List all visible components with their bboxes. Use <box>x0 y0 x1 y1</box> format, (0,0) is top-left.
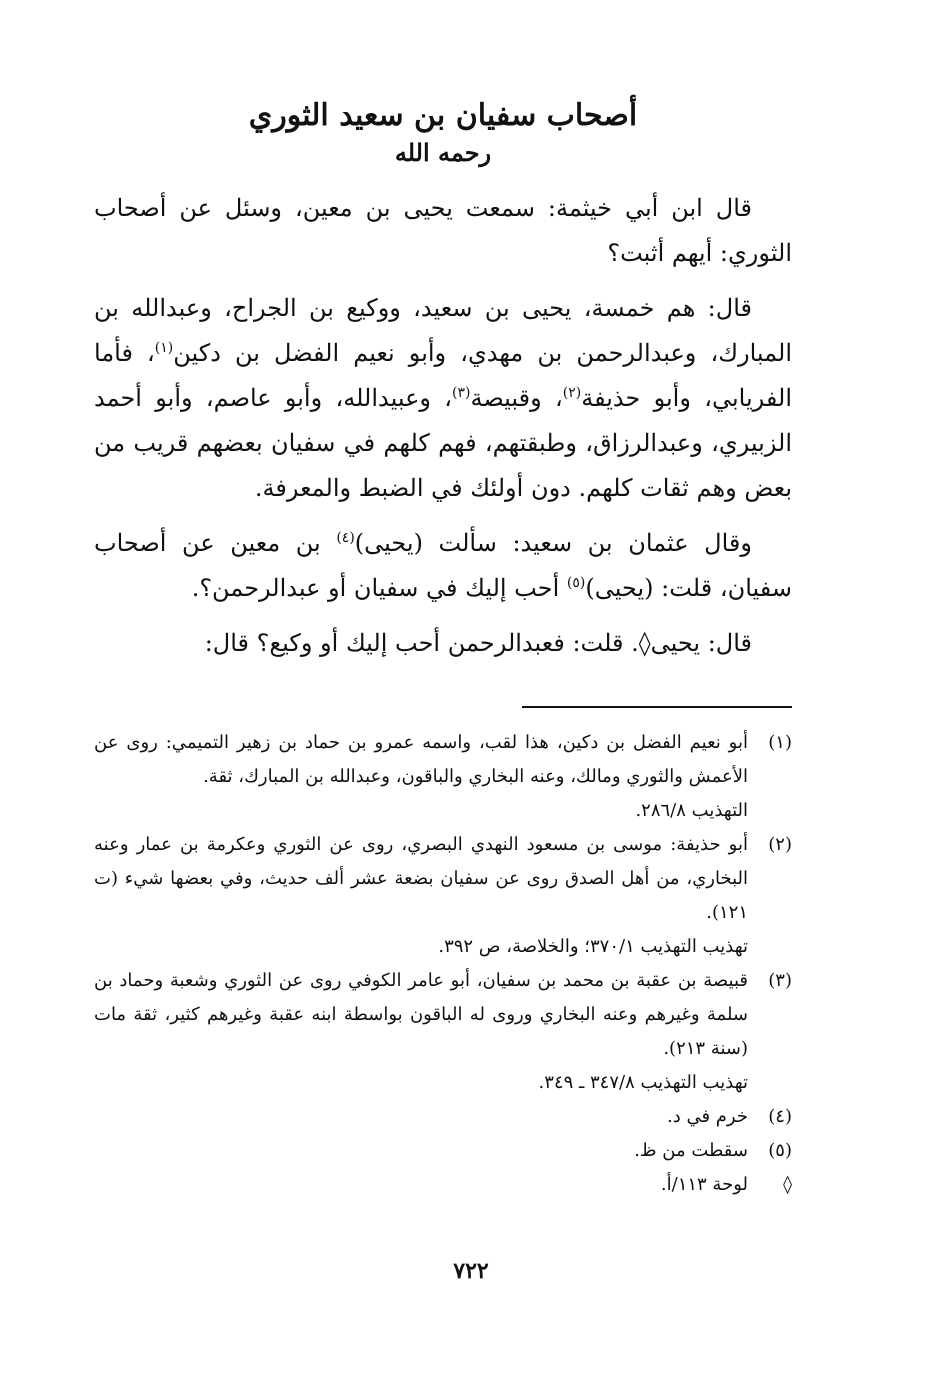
paragraph-3 <box>94 521 792 611</box>
footnote-reference: التهذيب ٢٨٦/٨. <box>635 800 748 821</box>
paragraph-4 <box>94 621 792 666</box>
paragraph-2 <box>94 286 792 511</box>
paragraph-3-text-b: بن معين عن أصحاب سفيان، قلت: (يحيى) <box>94 528 792 602</box>
footnote-number: (١) <box>768 732 792 753</box>
footnote-ref-5: (٥) <box>566 574 586 591</box>
paragraph-3-text-a: وقال عثمان بن سعيد: سألت (يحيى) <box>354 528 752 557</box>
folio-marker-icon: ◊ <box>783 1174 792 1195</box>
footnote-text: أبو حذيفة: موسى بن مسعود النهدي البصري، روى عن الثوري وعكرمة بن عمار وعنه البخاري، من أهل الصدق روى عن سفيان بضعة عشر ألف حديث، وفي بعضها شيء (ت ١٢١). <box>94 834 748 923</box>
paragraph-2-text-c: ، وقبيصة <box>470 383 563 412</box>
footnote-number: (٤) <box>768 1106 792 1127</box>
footnote-text: أبو نعيم الفضل بن دكين، هذا لقب، واسمه عمرو بن حماد بن زهير التميمي: روى عن الأعمش والثوري ومالك، وعنه البخاري والباقون، وعبدالله بن المبارك، ثقة. <box>94 732 748 787</box>
footnote-reference: تهذيب التهذيب ٣٧٠/١؛ والخلاصة، ص ٣٩٢. <box>438 936 748 957</box>
footnote-number: (٣) <box>768 970 792 991</box>
footnote-ref-2: (٢) <box>562 384 582 401</box>
footnote-number: (٢) <box>768 834 792 855</box>
chapter-title: أصحاب سفيان بن سعيد الثوري <box>248 98 638 133</box>
footnote-text: قبيصة بن عقبة بن محمد بن سفيان، أبو عامر الكوفي روى عن الثوري وشعبة وحماد بن سلمة وغيرهم وعنه البخاري وروى له الباقون بواسطة ابنه عقبة وغيرهم كثير، ثقة مات (سنة ٢١٣). <box>94 970 748 1059</box>
footnote-ref-3: (٣) <box>452 384 471 401</box>
footnotes <box>94 726 792 1202</box>
paragraph-4-text-a: قال: يحيى <box>650 628 752 657</box>
paragraph-1: قال ابن أبي خيثمة: سمعت يحيى بن معين، وسئل عن أصحاب الثوري: أيهم أثبت؟ <box>94 193 792 267</box>
chapter-subtitle: رحمه الله <box>394 138 492 167</box>
footnote-text: سقطت من ظ. <box>634 1140 748 1161</box>
footnote-text: لوحة ١١٣/أ. <box>660 1174 748 1195</box>
footnote-ref-4: (٤) <box>336 529 355 546</box>
page-number: ٧٢٢ <box>453 1258 489 1284</box>
footnote-2 <box>94 828 792 930</box>
paragraph-3-text-c: أحب إليك في سفيان أو عبدالرحمن؟. <box>191 573 567 602</box>
footnote-divider <box>522 706 792 708</box>
paragraph-2-text-d: ، وعبيدالله، وأبو عاصم، وأبو أحمد الزبيري، وعبدالرزاق، وطبقتهم، فهم كلهم في سفيان بعضهم قريب من بعض وهم ثقات كلهم. دون أولئك في الضبط والمعرفة. <box>94 383 792 502</box>
paragraph-4-text-b: . قلت: فعبدالرحمن أحب إليك أو وكيع؟ قال: <box>204 628 639 657</box>
footnote-folio <box>94 1168 792 1202</box>
folio-marker-icon: ◊ <box>638 628 651 657</box>
footnote-3 <box>94 964 792 1066</box>
footnote-4 <box>94 1100 792 1134</box>
footnote-text: خرم في د. <box>667 1106 748 1127</box>
footnote-5 <box>94 1134 792 1168</box>
footnote-number: (٥) <box>768 1140 792 1161</box>
footnote-ref-1: (١) <box>154 339 174 356</box>
footnote-1 <box>94 726 792 794</box>
paragraph-2-text-b: ، فأما الفريابي، وأبو حذيفة <box>94 338 792 412</box>
paragraph-2-text-a: قال: هم خمسة، يحيى بن سعيد، ووكيع بن الجراح، وعبدالله بن المبارك، وعبدالرحمن بن مهدي، وأبو نعيم الفضل بن دكين <box>94 293 793 367</box>
footnote-reference: تهذيب التهذيب ٣٤٧/٨ ـ ٣٤٩. <box>538 1072 748 1093</box>
